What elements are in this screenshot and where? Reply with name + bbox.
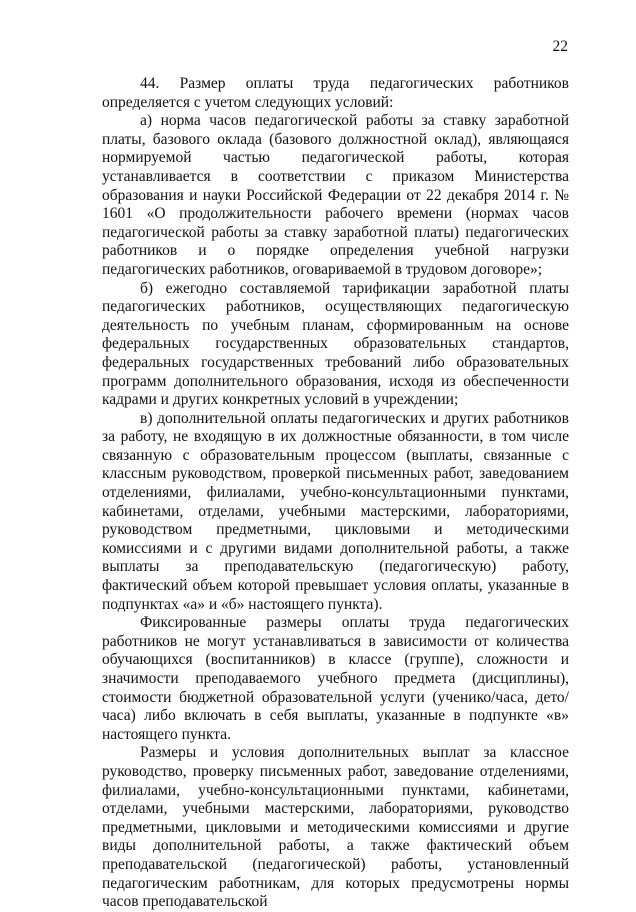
paragraph-additional-payments: Размеры и условия дополнительных выплат за классное руководство, проверку письменных работ, заведование отделениями, филиалами, учебно-консультационными пунктами, кабинетами, отделами, учебными мастерскими, лабораториями, руководство предметными, цикловыми и методическими комиссиями и другие виды дополнительной работы, а также фактический объем преподавательской (педагогической) работы, установленный педагогическим работникам, для которых предусмотрены нормы часов преподавательской <box>102 744 569 911</box>
page-number: 22 <box>552 38 568 55</box>
paragraph-fixed-pay: Фиксированные размеры оплаты труда педагогических работников не могут устанавливаться в зависимости от количества обучающихся (воспитанников) в классе (группе), сложности и значимости преподаваемого учебного предмета (дисциплины), стоимости бюджетной образовательной услуги (ученико/часа, дето/часа) либо включать в себя выплаты, указанные в подпункте «в» настоящего пункта. <box>102 614 569 743</box>
paragraph-item-a: а) норма часов педагогической работы за ставку заработной платы, базового оклада (базового должностной оклад), являющаяся нормируемой частью педагогической работы, которая устанавливается в соответствии с приказом Министерства образования и науки Российской Федерации от 22 декабря 2014 г. № 1601 «О продолжительности рабочего времени (нормах часов педагогической работы за ставку заработной платы) педагогических работников и о порядке определения учебной нагрузки педагогических работников, оговариваемой в трудовом договоре»; <box>102 112 569 278</box>
paragraph-item-b: б) ежегодно составляемой тарификации заработной платы педагогических работников, осуществляющих педагогическую деятельность по учебным планам, сформированным на основе федеральных государственных образовательных стандартов, федеральных государственных требований либо образовательных программ дополнительного образования, исходя из обеспеченности кадрами и других конкретных условий в учреждении; <box>102 279 569 409</box>
document-body <box>102 75 569 912</box>
paragraph-44-intro: 44. Размер оплаты труда педагогических работников определяется с учетом следующих условий: <box>102 75 569 111</box>
paragraph-item-c: в) дополнительной оплаты педагогических и других работников за работу, не входящую в их должностные обязанности, в том числе связанную с образовательным процессом (выплаты, связанные с классным руководством, проверкой письменных работ, заведованием отделениями, филиалами, учебно-консультационными пунктами, кабинетами, отделами, учебными мастерскими, лабораториями, руководством предметными, цикловыми и методическими комиссиями и с другими видами дополнительной работы, а также выплаты за преподавательскую (педагогическую) работу, фактический объем которой превышает условия оплаты, указанные в подпунктах «а» и «б» настоящего пункта). <box>102 409 569 613</box>
